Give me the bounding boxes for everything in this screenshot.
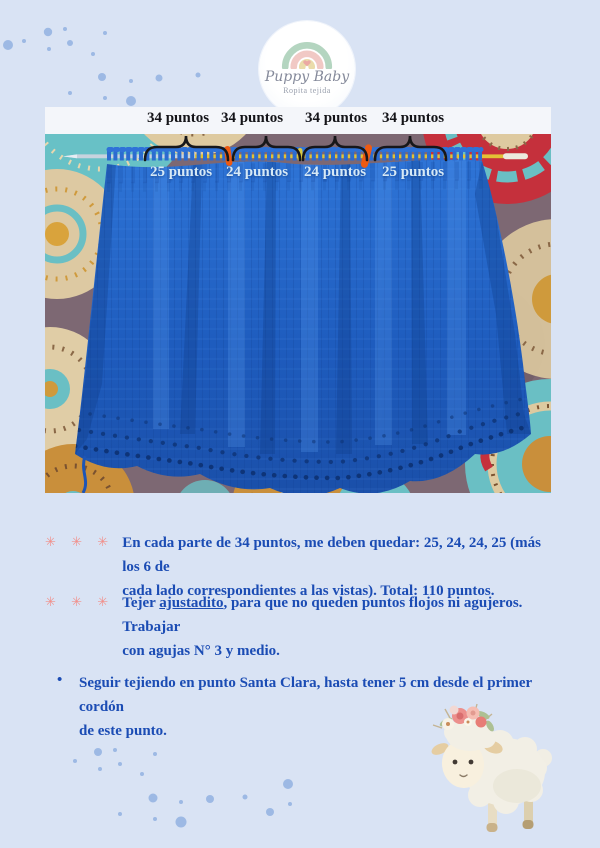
note-line: En cada parte de 34 puntos, me deben quedar: 25, 24, 24, 25 (más los 6 de: [122, 535, 541, 575]
sheep-illustration: [430, 702, 565, 840]
note-line: Tejer ajustadito, para que no queden puntos flojos ni agujeros. Trabajar: [122, 595, 523, 635]
note-line: con agujas N° 3 y medio.: [122, 643, 280, 659]
knitting-photo: [45, 134, 551, 493]
section-count-label: 25 puntos: [149, 164, 213, 180]
bullet-marker: •: [57, 672, 63, 688]
dots-top-left-cluster: [3, 27, 201, 106]
knit-fabric: [45, 134, 551, 493]
note-line: cada lado correspondientes a las vistas). Total: 110 puntos.: [122, 583, 495, 599]
stitch-count-label-top: 34 puntos: [381, 110, 445, 126]
brand-name: Puppy Baby: [264, 69, 350, 85]
underlined-word: ajustadito: [159, 595, 224, 611]
brand-tagline: Ropita tejida: [283, 86, 331, 95]
note-tension: [45, 591, 557, 663]
note-line: de este punto.: [79, 723, 167, 739]
asterisk-marker: ✳ ✳ ✳: [45, 594, 115, 609]
stitch-count-label-top: 34 puntos: [304, 110, 368, 126]
knitting-photo-scene: [45, 134, 551, 493]
asterisk-marker: ✳ ✳ ✳: [45, 534, 115, 549]
section-count-label: 24 puntos: [303, 164, 367, 180]
stitch-count-label-top: 34 puntos: [220, 110, 284, 126]
section-count-label: 25 puntos: [381, 164, 445, 180]
brand-logo: [259, 21, 355, 117]
annotated-photo-card: [45, 107, 551, 493]
note-line: Seguir tejiendo en punto Santa Clara, hasta tener 5 cm desde el primer cordón: [79, 675, 532, 715]
stitch-count-label-top: 34 puntos: [146, 110, 210, 126]
dots-bottom-left-cluster: [73, 748, 293, 828]
note-text: [122, 591, 557, 663]
section-count-label: 24 puntos: [225, 164, 289, 180]
rainbow-icon: [278, 33, 336, 69]
